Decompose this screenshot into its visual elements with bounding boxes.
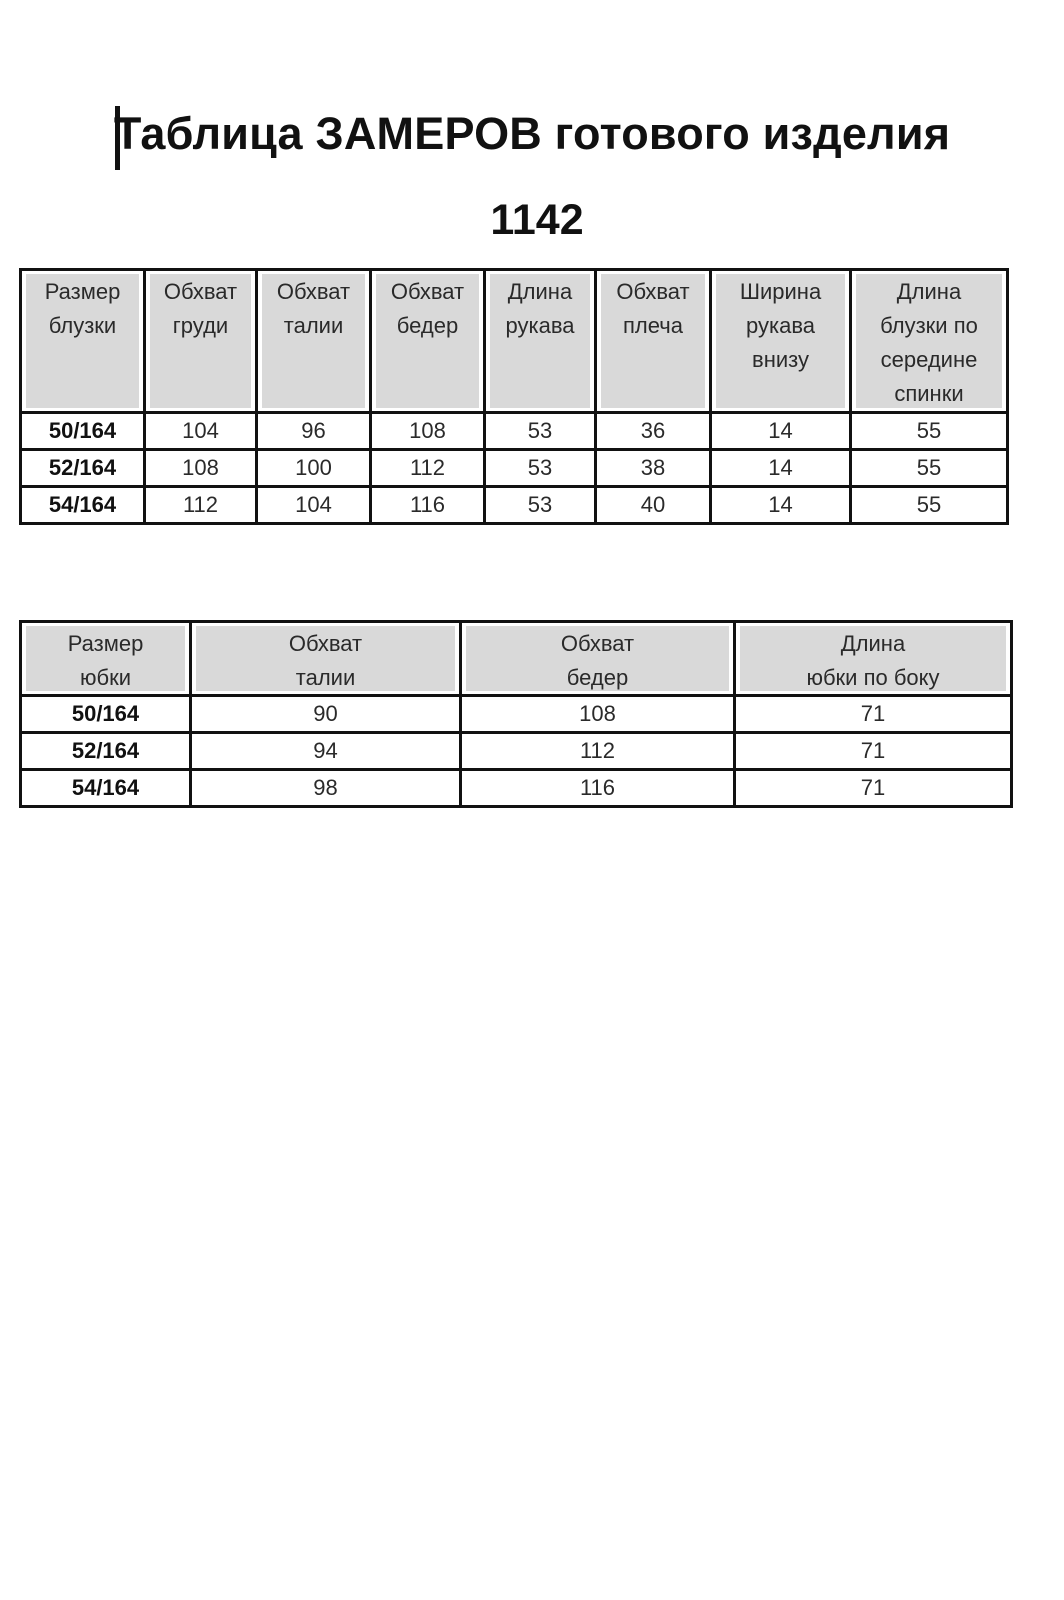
skirt-header-line: Размер [67, 631, 144, 656]
skirt-table-row [22, 697, 1013, 734]
blouse-header-cell [146, 271, 258, 414]
skirt-header-cell [192, 623, 462, 697]
blouse-value-cell: 40 [597, 488, 712, 525]
blouse-value-cell: 14 [712, 451, 852, 488]
blouse-header-label [716, 274, 845, 408]
blouse-header-label [601, 274, 705, 408]
skirt-header-label [196, 626, 455, 691]
blouse-measurements-table [19, 268, 1009, 525]
blouse-header-cell [372, 271, 486, 414]
skirt-header-label [740, 626, 1006, 691]
blouse-header-line: середине [880, 347, 978, 372]
blouse-value-cell: 53 [486, 451, 597, 488]
blouse-value-cell: 96 [258, 414, 372, 451]
skirt-header-label [26, 626, 185, 691]
skirt-value-cell: 116 [462, 771, 736, 808]
blouse-header-line: Размер [44, 279, 121, 304]
blouse-table-row [22, 451, 1009, 488]
skirt-header-line: Обхват [560, 631, 635, 656]
blouse-header-label [856, 274, 1002, 408]
blouse-header-line: Обхват [616, 279, 690, 304]
blouse-value-cell: 38 [597, 451, 712, 488]
blouse-table-row [22, 414, 1009, 451]
document-title: Таблица ЗАМЕРОВ готового изделия [113, 108, 951, 159]
skirt-header-cell [736, 623, 1013, 697]
blouse-value-cell: 108 [372, 414, 486, 451]
blouse-header-line: Длина [896, 279, 962, 304]
skirt-header-line: Длина [840, 631, 906, 656]
skirt-value-cell: 71 [736, 734, 1013, 771]
blouse-header-cell [597, 271, 712, 414]
skirt-value-cell: 112 [462, 734, 736, 771]
skirt-measurements-table [19, 620, 1013, 808]
skirt-value-cell: 108 [462, 697, 736, 734]
blouse-value-cell: 108 [146, 451, 258, 488]
skirt-size-cell: 54/164 [22, 771, 192, 808]
blouse-header-line: бедер [396, 313, 459, 338]
blouse-value-cell: 100 [258, 451, 372, 488]
blouse-header-line: груди [172, 313, 229, 338]
blouse-header-label [150, 274, 251, 408]
skirt-size-cell: 52/164 [22, 734, 192, 771]
blouse-header-line: Обхват [276, 279, 351, 304]
blouse-header-line: Обхват [163, 279, 238, 304]
blouse-header-label [490, 274, 590, 408]
blouse-value-cell: 55 [852, 488, 1009, 525]
blouse-value-cell: 55 [852, 451, 1009, 488]
skirt-size-cell: 50/164 [22, 697, 192, 734]
blouse-value-cell: 14 [712, 414, 852, 451]
blouse-header-cell [712, 271, 852, 414]
blouse-header-label [26, 274, 139, 408]
skirt-header-cell [462, 623, 736, 697]
blouse-size-cell: 52/164 [22, 451, 146, 488]
blouse-table-header [22, 271, 1009, 414]
skirt-header-line: юбки по боку [806, 665, 940, 690]
blouse-value-cell: 104 [146, 414, 258, 451]
skirt-header-label [466, 626, 729, 691]
blouse-header-line: рукава [505, 313, 575, 338]
blouse-value-cell: 104 [258, 488, 372, 525]
blouse-table-body [22, 414, 1009, 525]
blouse-header-line: Ширина [739, 279, 822, 304]
blouse-size-cell: 50/164 [22, 414, 146, 451]
blouse-header-line: внизу [752, 347, 809, 372]
skirt-value-cell: 94 [192, 734, 462, 771]
blouse-value-cell: 116 [372, 488, 486, 525]
blouse-header-cell [486, 271, 597, 414]
skirt-value-cell: 90 [192, 697, 462, 734]
skirt-header-line: бедер [566, 665, 629, 690]
blouse-value-cell: 112 [146, 488, 258, 525]
blouse-header-label [376, 274, 479, 408]
blouse-value-cell: 112 [372, 451, 486, 488]
skirt-table-row [22, 771, 1013, 808]
skirt-header-line: юбки [79, 665, 131, 690]
blouse-header-line: плеча [623, 313, 683, 338]
blouse-value-cell: 53 [486, 488, 597, 525]
blouse-header-line: спинки [894, 381, 964, 406]
skirt-header-line: талии [295, 665, 356, 690]
blouse-header-line: блузки по [880, 313, 978, 338]
blouse-table-row [22, 488, 1009, 525]
model-number: 1142 [490, 196, 584, 244]
skirt-value-cell: 71 [736, 771, 1013, 808]
blouse-value-cell: 55 [852, 414, 1009, 451]
blouse-header-line: рукава [745, 313, 815, 338]
blouse-header-label [262, 274, 365, 408]
skirt-header-line: Обхват [288, 631, 363, 656]
skirt-table-row [22, 734, 1013, 771]
blouse-header-cell [852, 271, 1009, 414]
skirt-value-cell: 98 [192, 771, 462, 808]
skirt-table-body [22, 697, 1013, 808]
blouse-value-cell: 14 [712, 488, 852, 525]
blouse-header-line: талии [283, 313, 344, 338]
blouse-header-line: блузки [48, 313, 117, 338]
blouse-value-cell: 36 [597, 414, 712, 451]
skirt-value-cell: 71 [736, 697, 1013, 734]
blouse-header-line: Длина [507, 279, 573, 304]
skirt-table-header [22, 623, 1013, 697]
blouse-header-cell [22, 271, 146, 414]
blouse-size-cell: 54/164 [22, 488, 146, 525]
blouse-header-cell [258, 271, 372, 414]
blouse-header-line: Обхват [390, 279, 465, 304]
blouse-value-cell: 53 [486, 414, 597, 451]
skirt-header-cell [22, 623, 192, 697]
